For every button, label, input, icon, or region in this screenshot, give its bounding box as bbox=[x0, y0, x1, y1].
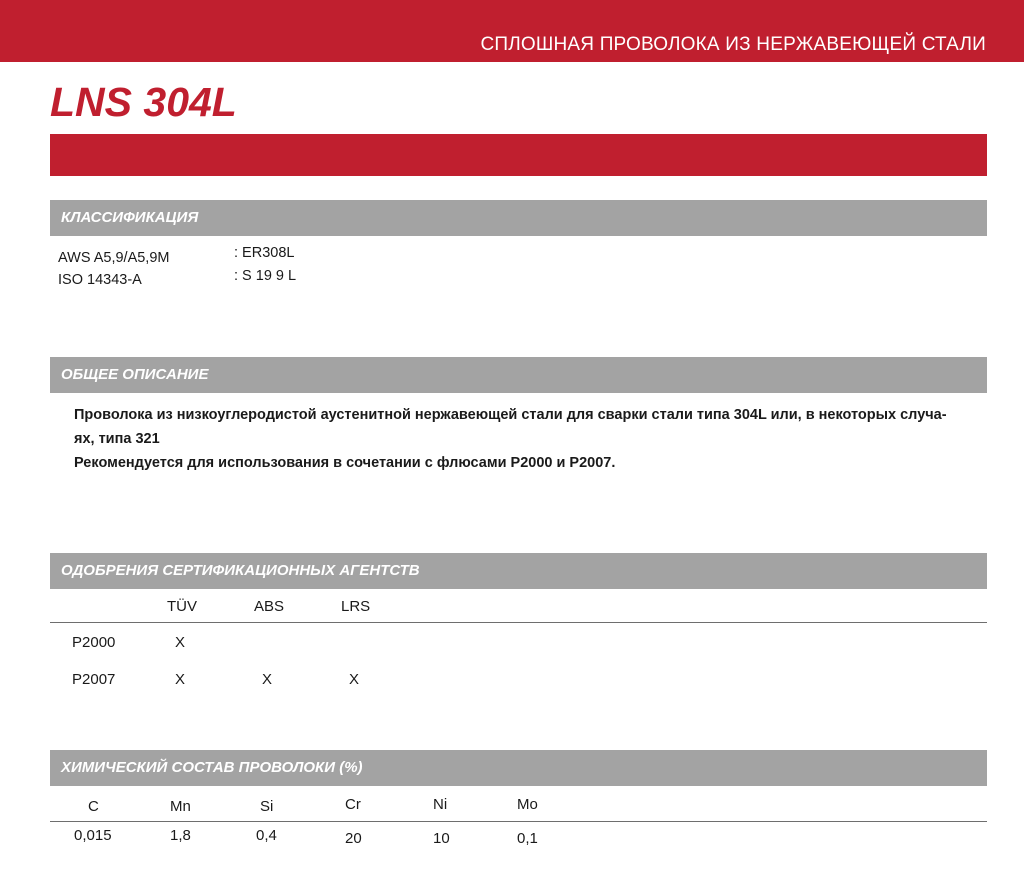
chemistry-col-mo: Mo bbox=[517, 796, 538, 813]
description-header bbox=[50, 357, 987, 393]
banner-title: СПЛОШНАЯ ПРОВОЛОКА ИЗ НЕРЖАВЕЮЩЕЙ СТАЛИ bbox=[480, 34, 986, 55]
chemistry-col-cr: Cr bbox=[345, 796, 361, 813]
classification-value-aws: : ER308L bbox=[234, 245, 295, 261]
product-title: LNS 304L bbox=[50, 79, 237, 125]
chemistry-col-ni: Ni bbox=[433, 796, 448, 813]
chemistry-divider bbox=[50, 821, 987, 822]
chemistry-col-si: Si bbox=[260, 798, 274, 815]
approvals-mark: X bbox=[262, 671, 273, 688]
chemistry-value-ni: 10 bbox=[433, 830, 450, 847]
approvals-col-lrs: LRS bbox=[341, 598, 371, 615]
approvals-row-flux: P2007 bbox=[72, 671, 116, 688]
chemistry-value-c: 0,015 bbox=[74, 827, 112, 844]
approvals-divider bbox=[50, 622, 987, 623]
chemistry-heading: ХИМИЧЕСКИЙ СОСТАВ ПРОВОЛОКИ (%) bbox=[61, 759, 363, 776]
chemistry-value-cr: 20 bbox=[345, 830, 362, 847]
chemistry-col-mn: Mn bbox=[170, 798, 191, 815]
chemistry-header bbox=[50, 750, 987, 786]
chemistry-value-mn: 1,8 bbox=[170, 827, 191, 844]
description-line-1: Проволока из низкоуглеродистой аустенитной нержавеющей стали для сварки стали типа 304L или, в некоторых случа- bbox=[74, 407, 947, 423]
approvals-heading: ОДОБРЕНИЯ СЕРТИФИКАЦИОННЫХ АГЕНТСТВ bbox=[61, 562, 420, 579]
approvals-mark: X bbox=[349, 671, 360, 688]
classification-header bbox=[50, 200, 987, 236]
classification-standard-iso: ISO 14343-A bbox=[58, 272, 142, 288]
approvals-row-flux: P2000 bbox=[72, 634, 116, 651]
classification-heading: КЛАССИФИКАЦИЯ bbox=[61, 209, 199, 226]
approvals-header bbox=[50, 553, 987, 589]
chemistry-col-c: C bbox=[88, 798, 99, 815]
title-band bbox=[50, 134, 987, 176]
description-line-2: ях, типа 321 bbox=[74, 431, 160, 447]
approvals-mark: X bbox=[175, 634, 186, 651]
approvals-col-tuv: TÜV bbox=[167, 598, 197, 615]
description-heading: ОБЩЕЕ ОПИСАНИЕ bbox=[61, 366, 209, 383]
chemistry-value-si: 0,4 bbox=[256, 827, 277, 844]
description-line-3: Рекомендуется для использования в сочетании с флюсами P2000 и P2007. bbox=[74, 455, 616, 471]
chemistry-value-mo: 0,1 bbox=[517, 830, 538, 847]
classification-standard-aws: AWS A5,9/A5,9M bbox=[58, 250, 170, 266]
approvals-mark: X bbox=[175, 671, 186, 688]
approvals-col-abs: ABS bbox=[254, 598, 285, 615]
classification-value-iso: : S 19 9 L bbox=[234, 268, 297, 284]
